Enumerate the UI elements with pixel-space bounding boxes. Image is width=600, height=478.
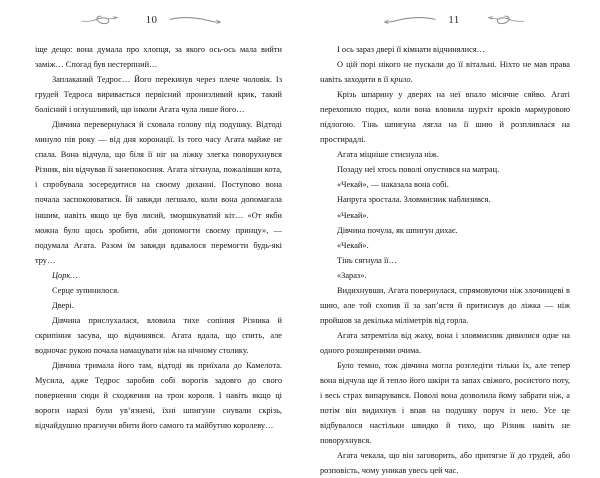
paragraph: Серце зупинилося.: [52, 285, 120, 295]
paragraph: Агата чекала, що він заговорить, або притягне її до грудей, або розповість, чому уникав увесь цей час.: [320, 451, 570, 476]
paragraph: І ось зараз двері її кімнати відчинялися…: [337, 45, 486, 54]
page-number-right: 11: [448, 13, 460, 26]
paragraph: Агата затремтіла від жаху, вона і зловмисник дивилися одне на одного розширеними очима.: [320, 330, 570, 355]
flourish-ornament-left-icon: [80, 12, 136, 28]
running-head-right: [320, 0, 570, 40]
body-text-right: [320, 42, 570, 478]
flourish-ornament-right-icon: [167, 12, 223, 28]
paragraph: Крізь шпарину у дверях на неї впало місячне сяйво. Агаті перехопило подих, коли вона вловила шурхіт кроків мармуровою підлогою. Тінь шпигуна лягла на її шию й розпливлася на простирадлі.: [320, 90, 570, 145]
paragraph: Двері.: [52, 300, 74, 310]
paragraph: Видихнувши, Агата повернулася, спрямовуючи ніж злочинцеві в шию, але той схопив її за зап’ястя й притиснув до ліжка — ніж пройшов за декілька міліметрів від горла.: [320, 285, 570, 325]
paragraph: Заплаканий Тедрос… Його перекинув через плече чоловік. Із грудей Тедроса виривається первісний пронизливий крик, такий болісний і оглушливий, що інколи Агата чула лише його…: [35, 75, 282, 115]
paragraph: іще дещо: вона думала про хлопця, за якого ось-ось мала вийти заміж… Спогад був нестерпний…: [35, 45, 282, 70]
body-text-left: [35, 42, 282, 433]
paragraph: «Чекай».: [337, 240, 369, 250]
flourish-ornament-left-icon: [382, 12, 438, 28]
paragraph: Дівчина прислухалася, вловила тихе сопіння Різника й скрипіння засува, що відчинявся. Агата вдала, що спить, але водночас рукою почала намацувати ніж на нічному столику.: [35, 315, 282, 355]
paragraph: Дівчина почула, як шпигун дихає.: [337, 225, 458, 235]
paragraph: «Зараз».: [337, 270, 367, 280]
flourish-ornament-right-icon: [470, 12, 526, 28]
paragraph: Позаду неї хтось поволі опустився на матрац.: [337, 165, 500, 175]
paragraph: Дівчина перевернулася й сховала голову під подушку. Відтоді минуло пів року — від дня коронації. Із того часу Агата майже не спала. Вона відчула, що біля її ніг на ліжку злегка поворухнувся Різник, він відчував її занепокоєння. Агата зітхнула, пожалівши кота, і спробувала зосередитися на своєму диханні. Поступово вона почала заспокоюватися. Їй завжди легшало, коли вона допомагала іншим, навіть якщо це був лисий, зморшкуватий кіт… «От якби можна було щось зробити, аби допомогти своєму принцу», — подумала Агата. Разом їм завжди вдавалося перемогти будь-які тру…: [35, 120, 282, 265]
paragraph: «Чекай», — наказала вона собі.: [337, 180, 449, 190]
paragraph: Агата міцніше стиснула ніж.: [337, 150, 439, 160]
page-right: [300, 0, 600, 476]
paragraph: О цій порі нікого не пускали до її вітальні. Ніхто не мав права навіть заходити в її крило.: [320, 60, 570, 85]
page-number-left: 10: [145, 13, 158, 26]
paragraph: Дівчина тримала його там, відтоді як приїхала до Камелота. Мусила, адже Тедрос заробив собі ворогів задовго до свого повернення сюди й сходження на трон короля. І навіть якщо ці вороги наразі були ув’язнені, їхні шпигуни снували скрізь, відчайдушно прагнучи вбити його самого та майбутню королеву…: [35, 360, 282, 431]
paragraph: Цорк…: [52, 270, 78, 280]
paragraph: «Чекай».: [337, 210, 369, 220]
paragraph: Було темно, тож дівчина могла розгледіти тільки їх, але тепер вона відчула ще й тепло його шкіри та запах свіжого, росистого поту, і весь страх випарувався. Поволі вона дозволила йому забрати ніж, а потім він видихнув і впав на подушку поруч із нею. Усе це відбувалося настільки швидко й тихо, що Різник навіть не поворухнувся.: [320, 360, 570, 446]
running-head-left: [35, 0, 282, 40]
paragraph: Тінь сягнула її…: [337, 255, 397, 265]
page-left: [0, 0, 300, 462]
paragraph: Напруга зростала. Зловмисник наблизився.: [337, 195, 491, 205]
